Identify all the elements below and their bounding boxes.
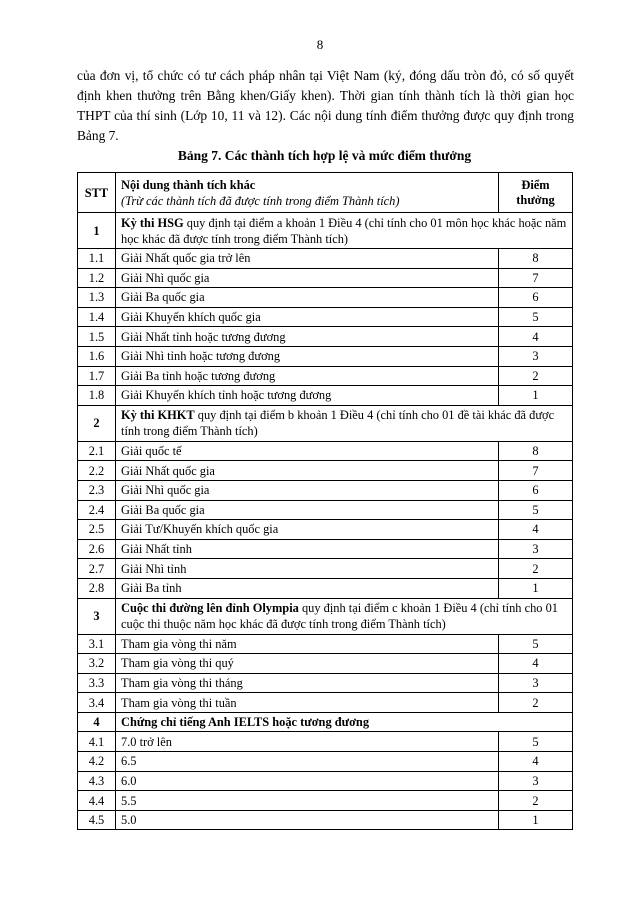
section-stt: 3 — [78, 598, 116, 634]
table-row — [78, 480, 573, 500]
table-row — [78, 732, 573, 752]
item-stt: 2.6 — [78, 539, 116, 559]
item-points: 4 — [499, 520, 573, 540]
item-content: Giải Nhì quốc gia — [116, 480, 499, 500]
item-stt: 3.2 — [78, 654, 116, 674]
item-points: 5 — [499, 307, 573, 327]
table-row — [78, 288, 573, 308]
section-row — [78, 405, 573, 441]
item-stt: 4.2 — [78, 752, 116, 772]
awards-table-body — [78, 213, 573, 830]
item-stt: 2.5 — [78, 520, 116, 540]
item-stt: 2.1 — [78, 441, 116, 461]
table-row — [78, 539, 573, 559]
item-content: Giải Nhì quốc gia — [116, 268, 499, 288]
item-points: 2 — [499, 791, 573, 811]
table-row — [78, 327, 573, 347]
item-content: 7.0 trở lên — [116, 732, 499, 752]
table-row — [78, 771, 573, 791]
item-stt: 1.3 — [78, 288, 116, 308]
item-stt: 1.8 — [78, 386, 116, 406]
item-points: 3 — [499, 346, 573, 366]
table-row — [78, 500, 573, 520]
section-title-bold: Cuộc thi đường lên đỉnh Olympia — [121, 601, 299, 615]
item-content: Giải Nhất tỉnh — [116, 539, 499, 559]
item-points: 4 — [499, 654, 573, 674]
item-points: 3 — [499, 673, 573, 693]
item-content: Giải Tư/Khuyến khích quốc gia — [116, 520, 499, 540]
item-stt: 1.5 — [78, 327, 116, 347]
item-content: Giải Nhất quốc gia trở lên — [116, 249, 499, 269]
header-content-note: (Trừ các thành tích đã được tính trong điểm Thành tích) — [121, 193, 400, 208]
item-content: Giải Ba tỉnh hoặc tương đương — [116, 366, 499, 386]
section-title-rest: quy định tại điểm b khoản 1 Điều 4 (chỉ tính cho 01 đề tài khác đã được tính trong điểm Thành tích) — [121, 408, 555, 439]
item-content: Giải Nhất tỉnh hoặc tương đương — [116, 327, 499, 347]
table-row — [78, 752, 573, 772]
item-stt: 4.1 — [78, 732, 116, 752]
item-stt: 3.4 — [78, 693, 116, 713]
table-row — [78, 249, 573, 269]
header-content — [116, 173, 499, 213]
section-title-bold: Chứng chỉ tiếng Anh IELTS hoặc tương đương — [121, 715, 370, 730]
table-row — [78, 578, 573, 598]
section-title — [116, 712, 573, 732]
table-header-row — [78, 173, 573, 213]
section-title-rest: quy định tại điểm a khoản 1 Điều 4 (chỉ tính cho 01 môn học khác hoặc năm học khác đã được tính trong điểm Thành tích) — [121, 215, 567, 246]
item-stt: 1.4 — [78, 307, 116, 327]
item-content: 5.0 — [116, 810, 499, 830]
section-row — [78, 213, 573, 249]
item-stt: 4.3 — [78, 771, 116, 791]
section-title-bold: Kỳ thi HSG — [121, 215, 184, 230]
item-content: Tham gia vòng thi năm — [116, 634, 499, 654]
item-content: Giải Khuyến khích tỉnh hoặc tương đương — [116, 386, 499, 406]
table-row — [78, 346, 573, 366]
item-content: Giải Nhì tỉnh hoặc tương đương — [116, 346, 499, 366]
table-row — [78, 366, 573, 386]
item-stt: 1.6 — [78, 346, 116, 366]
item-stt: 1.1 — [78, 249, 116, 269]
item-content: 5.5 — [116, 791, 499, 811]
item-points: 5 — [499, 634, 573, 654]
section-row — [78, 712, 573, 732]
table-row — [78, 386, 573, 406]
item-stt: 2.8 — [78, 578, 116, 598]
section-stt: 2 — [78, 405, 116, 441]
table-row — [78, 559, 573, 579]
header-stt: STT — [78, 173, 116, 213]
item-content: Tham gia vòng thi quý — [116, 654, 499, 674]
table-row — [78, 268, 573, 288]
section-title — [116, 405, 573, 441]
item-points: 7 — [499, 461, 573, 481]
item-content: Giải Ba tỉnh — [116, 578, 499, 598]
item-points: 2 — [499, 366, 573, 386]
awards-table — [77, 172, 573, 830]
item-points: 8 — [499, 441, 573, 461]
section-stt: 4 — [78, 712, 116, 732]
table-row — [78, 654, 573, 674]
section-title — [116, 598, 573, 634]
item-points: 6 — [499, 288, 573, 308]
section-title-bold: Kỳ thi KHKT — [121, 408, 195, 423]
item-stt: 3.1 — [78, 634, 116, 654]
table-row — [78, 461, 573, 481]
table-row — [78, 693, 573, 713]
section-title-rest: quy định tại điểm c khoản 1 Điều 4 (chỉ tính cho 01 cuộc thi thuộc năm học khác đã được tính trong điểm Thành tích) — [121, 601, 558, 631]
item-content: Giải quốc tế — [116, 441, 499, 461]
item-points: 4 — [499, 752, 573, 772]
item-content: Giải Nhất quốc gia — [116, 461, 499, 481]
item-content: Giải Ba quốc gia — [116, 288, 499, 308]
item-stt: 2.4 — [78, 500, 116, 520]
table-row — [78, 810, 573, 830]
item-points: 7 — [499, 268, 573, 288]
item-content: Giải Ba quốc gia — [116, 500, 499, 520]
table-row — [78, 673, 573, 693]
item-points: 1 — [499, 578, 573, 598]
item-points: 3 — [499, 771, 573, 791]
section-stt: 1 — [78, 213, 116, 249]
table-row — [78, 307, 573, 327]
item-content: Giải Nhì tỉnh — [116, 559, 499, 579]
item-points: 6 — [499, 480, 573, 500]
item-content: 6.5 — [116, 752, 499, 772]
item-points: 5 — [499, 732, 573, 752]
header-content-title: Nội dung thành tích khác — [121, 177, 256, 192]
item-points: 1 — [499, 386, 573, 406]
item-points: 2 — [499, 693, 573, 713]
item-content: Tham gia vòng thi tháng — [116, 673, 499, 693]
item-points: 3 — [499, 539, 573, 559]
table-title: Bảng 7. Các thành tích hợp lệ và mức điểm thưởng — [177, 148, 472, 163]
item-content: Giải Khuyến khích quốc gia — [116, 307, 499, 327]
page-number: 8 — [316, 37, 324, 52]
item-stt: 4.4 — [78, 791, 116, 811]
item-points: 8 — [499, 249, 573, 269]
item-stt: 2.2 — [78, 461, 116, 481]
item-stt: 1.7 — [78, 366, 116, 386]
item-stt: 4.5 — [78, 810, 116, 830]
item-points: 5 — [499, 500, 573, 520]
item-content: Tham gia vòng thi tuần — [116, 693, 499, 713]
item-stt: 3.3 — [78, 673, 116, 693]
item-stt: 2.7 — [78, 559, 116, 579]
section-row — [78, 598, 573, 634]
item-points: 4 — [499, 327, 573, 347]
section-title — [116, 213, 573, 249]
item-stt: 2.3 — [78, 480, 116, 500]
item-points: 1 — [499, 810, 573, 830]
item-content: 6.0 — [116, 771, 499, 791]
table-row — [78, 791, 573, 811]
header-points: Điểm thưởng — [499, 173, 573, 213]
item-stt: 1.2 — [78, 268, 116, 288]
intro-paragraph: của đơn vị, tổ chức có tư cách pháp nhân tại Việt Nam (ký, đóng dấu tròn đỏ, có số quyết định khen thưởng trên Bằng khen/Giấy khen). Thời gian tính thành tích là thời gian học THPT của thí sinh (Lớp 10, 11 và 12). Các nội dung tính điểm thưởng được quy định trong Bảng 7. — [77, 68, 574, 143]
table-row — [78, 520, 573, 540]
table-row — [78, 441, 573, 461]
table-row — [78, 634, 573, 654]
item-points: 2 — [499, 559, 573, 579]
